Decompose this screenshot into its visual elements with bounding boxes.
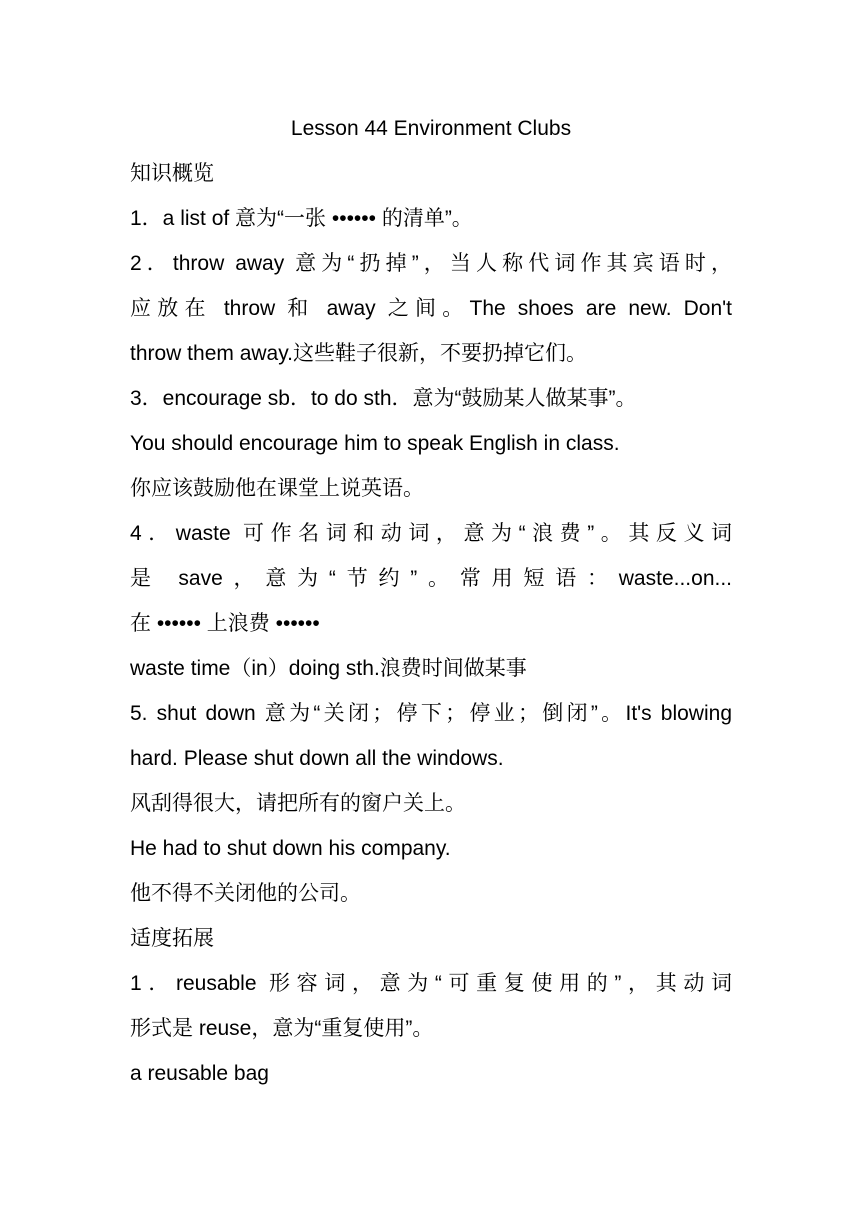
paragraph-line: 4．waste 可作名词和动词，意为“浪费”。其反义词 <box>130 522 732 545</box>
section-heading-overview: 知识概览 <box>130 162 214 185</box>
paragraph-line: 1．a list of 意为“一张 •••••• 的清单”。 <box>130 207 473 230</box>
paragraph-line: 你应该鼓励他在课堂上说英语。 <box>130 477 424 500</box>
paragraph-line: 3．encourage sb．to do sth．意为“鼓励某人做某事”。 <box>130 387 637 410</box>
paragraph-line: a reusable bag <box>130 1062 269 1085</box>
section-heading-extension: 适度拓展 <box>130 927 214 950</box>
paragraph-line: waste time（in）doing sth.浪费时间做某事 <box>130 657 527 680</box>
paragraph-line: 形式是 reuse，意为“重复使用”。 <box>130 1017 434 1040</box>
paragraph-line: 在 •••••• 上浪费 •••••• <box>130 612 320 635</box>
document-title: Lesson 44 Environment Clubs <box>290 117 572 140</box>
paragraph-line: 应放在 throw 和 away 之间。The shoes are new. Don't <box>130 297 732 320</box>
document-body <box>130 106 732 1096</box>
paragraph-line: You should encourage him to speak English in class. <box>130 432 620 455</box>
paragraph-line: 5. shut down 意为“关闭；停下；停业；倒闭”。It's blowing <box>130 702 732 725</box>
paragraph-line: throw them away.这些鞋子很新，不要扔掉它们。 <box>130 342 588 365</box>
paragraph-line: 2．throw away 意为“扔掉”，当人称代词作其宾语时， <box>130 252 732 275</box>
paragraph-line: 是 save，意为“节约”。常用短语：waste...on... <box>130 567 732 590</box>
paragraph-line: He had to shut down his company. <box>130 837 451 860</box>
paragraph-line: 风刮得很大，请把所有的窗户关上。 <box>130 792 466 815</box>
paragraph-line: hard. Please shut down all the windows. <box>130 747 504 770</box>
paragraph-line: 他不得不关闭他的公司。 <box>130 882 361 905</box>
paragraph-line: 1．reusable 形容词，意为“可重复使用的”，其动词 <box>130 972 732 995</box>
